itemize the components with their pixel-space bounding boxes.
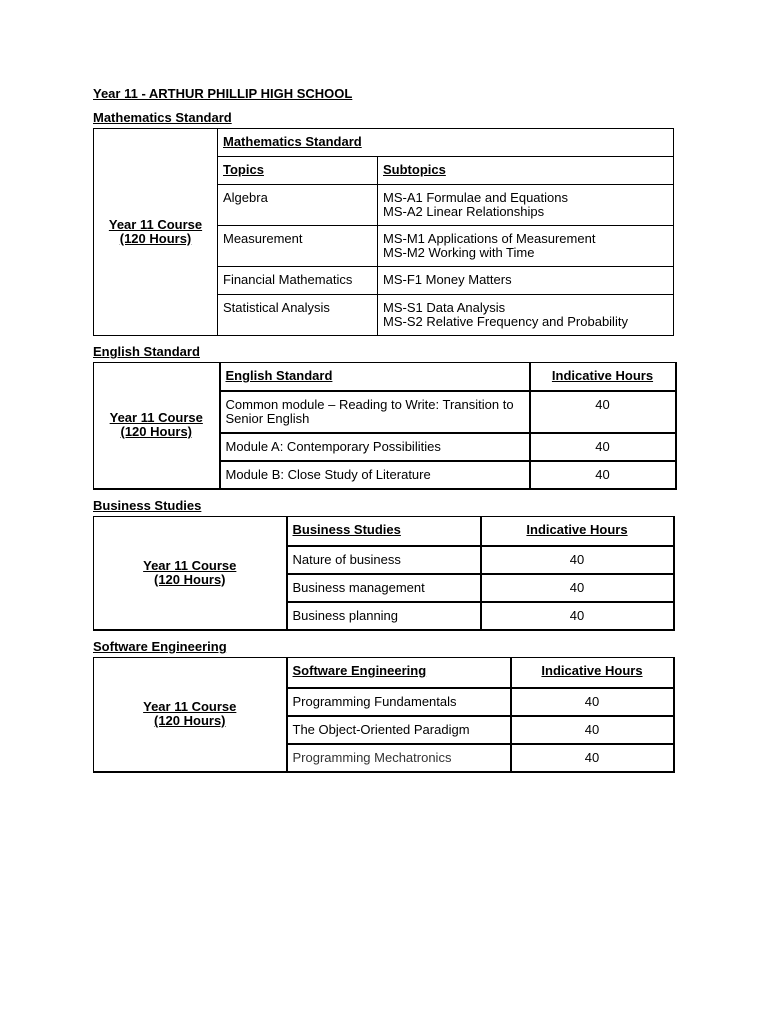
course-label-line2: (120 Hours) <box>119 231 192 246</box>
english-hours: 40 <box>530 433 676 461</box>
business-course-cell <box>94 516 287 630</box>
subtopic-line: MS-S1 Data Analysis <box>383 300 506 315</box>
math-subtopics <box>378 185 674 226</box>
subtopic-line: MS-F1 Money Matters <box>383 272 512 287</box>
math-topic: Financial Mathematics <box>218 267 378 295</box>
course-label-line1: Year 11 Course <box>109 410 203 426</box>
math-topic: Measurement <box>218 226 378 267</box>
math-subtopics <box>378 295 674 336</box>
business-hours: 40 <box>481 546 674 574</box>
software-col-name: Software Engineering <box>287 658 511 688</box>
course-label-line2: (120 Hours) <box>120 424 193 440</box>
english-col-name: English Standard <box>220 363 530 391</box>
subtopic-line: MS-S2 Relative Frequency and Probability <box>383 314 628 329</box>
math-section-title: Mathematics Standard <box>93 110 232 125</box>
software-course-cell <box>94 658 287 772</box>
math-col-subtopics: Subtopics <box>378 157 674 185</box>
business-section-title: Business Studies <box>93 497 202 513</box>
business-topic: Business management <box>287 574 481 602</box>
course-label-line1: Year 11 Course <box>143 557 237 573</box>
english-hours: 40 <box>530 461 676 489</box>
software-section-title: Software Engineering <box>93 639 227 654</box>
business-table <box>93 516 675 632</box>
document-page <box>93 86 675 781</box>
software-hours: 40 <box>511 716 674 744</box>
document-title: Year 11 - ARTHUR PHILLIP HIGH SCHOOL <box>93 86 353 101</box>
math-table <box>93 128 674 336</box>
subtopic-line: MS-M2 Working with Time <box>383 245 535 260</box>
course-label-line2: (120 Hours) <box>153 571 226 587</box>
english-col-hours: Indicative Hours <box>530 363 676 391</box>
business-col-name: Business Studies <box>287 516 481 546</box>
math-course-cell <box>94 129 218 336</box>
software-topic: Programming Mechatronics <box>287 744 511 772</box>
subtopic-line: MS-A2 Linear Relationships <box>383 204 545 219</box>
software-topic: Programming Fundamentals <box>287 688 511 716</box>
module-line: Senior English <box>225 410 310 426</box>
software-hours: 40 <box>511 688 674 716</box>
math-col-topics: Topics <box>218 157 378 185</box>
business-topic: Business planning <box>287 602 481 630</box>
math-subtopics <box>378 226 674 267</box>
software-col-hours: Indicative Hours <box>511 658 674 688</box>
module-line: Common module – Reading to Write: Transition to <box>225 396 514 412</box>
business-col-hours: Indicative Hours <box>481 516 674 546</box>
english-hours: 40 <box>530 391 676 433</box>
math-table-title: Mathematics Standard <box>218 129 674 157</box>
course-label-line1: Year 11 Course <box>108 217 203 232</box>
course-label-line1: Year 11 Course <box>143 699 237 715</box>
course-label-line2: (120 Hours) <box>153 713 226 729</box>
english-module: Module A: Contemporary Possibilities <box>220 433 530 461</box>
math-topic: Statistical Analysis <box>218 295 378 336</box>
english-module: Module B: Close Study of Literature <box>220 461 530 489</box>
english-section-title: English Standard <box>93 344 200 359</box>
business-hours: 40 <box>481 574 674 602</box>
math-topic: Algebra <box>218 185 378 226</box>
business-topic: Nature of business <box>287 546 481 574</box>
english-course-cell <box>94 363 220 489</box>
subtopic-line: MS-M1 Applications of Measurement <box>383 231 596 246</box>
subtopic-line: MS-A1 Formulae and Equations <box>383 190 568 205</box>
business-hours: 40 <box>481 602 674 630</box>
english-table <box>93 362 677 490</box>
software-hours: 40 <box>511 744 674 772</box>
software-table <box>93 657 675 773</box>
english-module <box>220 391 530 433</box>
software-topic: The Object-Oriented Paradigm <box>287 716 511 744</box>
math-subtopics <box>378 267 674 295</box>
